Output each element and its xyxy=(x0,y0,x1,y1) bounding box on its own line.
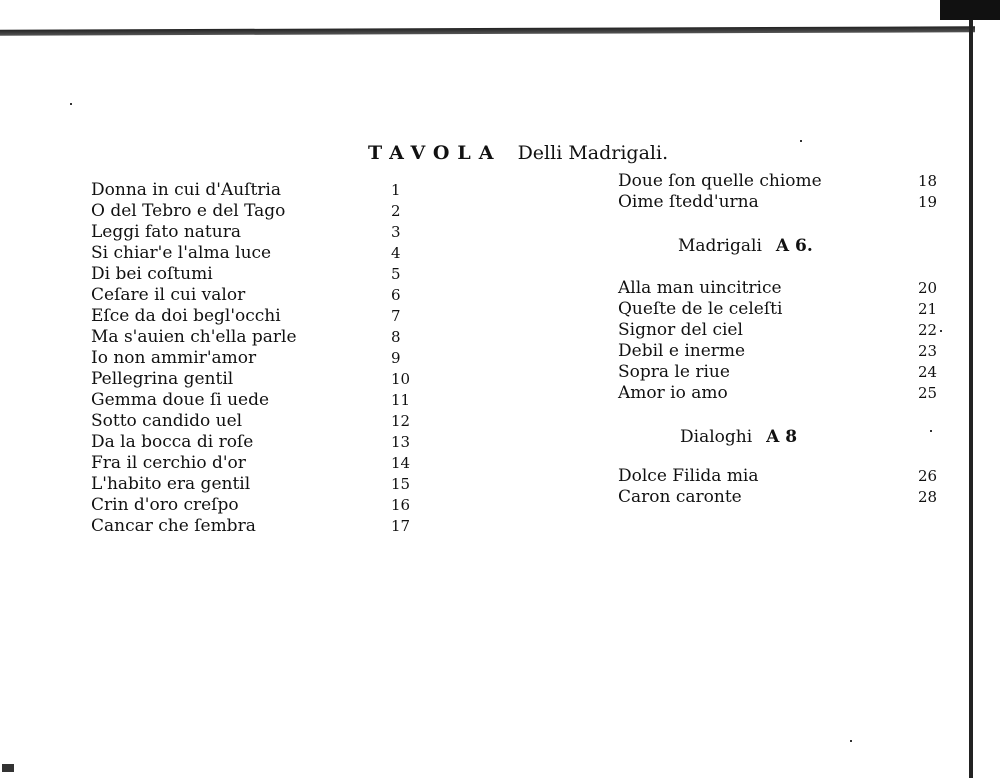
index-entry xyxy=(91,516,421,537)
entry-name: Sopra le riue xyxy=(618,362,730,382)
scan-top-edge xyxy=(0,26,975,35)
index-entry xyxy=(618,466,958,487)
index-entry xyxy=(91,474,421,495)
right-index-a6 xyxy=(618,278,958,404)
entry-name: Signor del ciel xyxy=(618,320,743,340)
index-entry xyxy=(91,285,421,306)
index-entry xyxy=(91,264,421,285)
entry-page-number: 12 xyxy=(391,412,411,430)
scan-right-edge xyxy=(969,20,973,778)
entry-name: L'habito era gentil xyxy=(91,474,251,494)
entry-page-number: 18 xyxy=(918,172,938,190)
entry-page-number: 23 xyxy=(918,342,938,360)
entry-name: Amor io amo xyxy=(618,383,728,403)
entry-page-number: 4 xyxy=(391,244,401,262)
scan-speck xyxy=(2,764,14,772)
entry-name: Io non ammir'amor xyxy=(91,348,257,368)
entry-page-number: 1 xyxy=(391,181,401,199)
scan-speck xyxy=(800,140,802,142)
index-entry xyxy=(618,192,958,213)
entry-page-number: 21 xyxy=(918,300,938,318)
entry-name: Crin d'oro creſpo xyxy=(91,495,239,515)
entry-name: Alla man uincitrice xyxy=(618,278,782,298)
index-entry xyxy=(618,320,958,341)
index-entry xyxy=(91,453,421,474)
section-heading-madrigali-a6 xyxy=(678,236,813,256)
entry-name: Si chiar'e l'alma luce xyxy=(91,243,272,263)
scan-corner-shadow xyxy=(940,0,1000,20)
entry-name: Debil e inerme xyxy=(618,341,746,361)
entry-page-number: 20 xyxy=(918,279,938,297)
entry-page-number: 28 xyxy=(918,488,938,506)
entry-page-number: 22 xyxy=(918,321,938,339)
entry-name: Caron caronte xyxy=(618,487,742,507)
index-entry xyxy=(618,383,958,404)
entry-name: Eſce da doi begl'occhi xyxy=(91,306,281,326)
scan-speck xyxy=(930,430,932,432)
index-entry xyxy=(91,243,421,264)
entry-page-number: 8 xyxy=(391,328,401,346)
entry-page-number: 11 xyxy=(391,391,411,409)
page-title xyxy=(368,142,668,164)
entry-page-number: 10 xyxy=(391,370,411,388)
scan-speck xyxy=(940,330,942,332)
title-main: TAVOLA xyxy=(368,142,502,164)
index-entry xyxy=(91,369,421,390)
title-subtitle: Delli Madrigali. xyxy=(517,142,669,164)
right-index-top xyxy=(618,171,958,213)
entry-page-number: 2 xyxy=(391,202,401,220)
section-label: Dialoghi xyxy=(680,427,753,447)
index-entry xyxy=(91,306,421,327)
entry-page-number: 7 xyxy=(391,307,401,325)
entry-name: Oime ſtedd'urna xyxy=(618,192,759,212)
scan-speck xyxy=(850,740,852,742)
entry-name: Da la bocca di roſe xyxy=(91,432,254,452)
entry-name: Ceſare il cui valor xyxy=(91,285,246,305)
entry-name: O del Tebro e del Tago xyxy=(91,201,286,221)
index-entry xyxy=(91,495,421,516)
entry-name: Fra il cerchio d'or xyxy=(91,453,246,473)
entry-page-number: 14 xyxy=(391,454,411,472)
index-entry xyxy=(91,432,421,453)
entry-page-number: 3 xyxy=(391,223,401,241)
scan-speck xyxy=(70,103,72,105)
index-entry xyxy=(91,201,421,222)
entry-name: Ma s'auien ch'ella parle xyxy=(91,327,297,347)
entry-page-number: 5 xyxy=(391,265,401,283)
entry-page-number: 19 xyxy=(918,193,938,211)
entry-page-number: 15 xyxy=(391,475,411,493)
index-entry xyxy=(618,487,958,508)
index-entry xyxy=(91,327,421,348)
entry-page-number: 25 xyxy=(918,384,938,402)
entry-name: Dolce Filida mia xyxy=(618,466,759,486)
entry-name: Queſte de le celeſti xyxy=(618,299,783,319)
entry-name: Gemma doue ſi uede xyxy=(91,390,270,410)
entry-name: Leggi fato natura xyxy=(91,222,241,242)
section-voice-parts: A 8 xyxy=(766,427,798,447)
entry-name: Cancar che ſembra xyxy=(91,516,256,536)
entry-page-number: 13 xyxy=(391,433,411,451)
index-entry xyxy=(618,171,958,192)
index-entry xyxy=(91,411,421,432)
entry-page-number: 24 xyxy=(918,363,938,381)
entry-name: Donna in cui d'Auſtria xyxy=(91,180,282,200)
entry-name: Sotto candido uel xyxy=(91,411,243,431)
index-entry xyxy=(618,341,958,362)
entry-page-number: 9 xyxy=(391,349,401,367)
index-entry xyxy=(91,348,421,369)
index-entry xyxy=(618,278,958,299)
entry-name: Pellegrina gentil xyxy=(91,369,234,389)
index-entry xyxy=(91,222,421,243)
right-index-a8 xyxy=(618,466,958,508)
section-voice-parts: A 6. xyxy=(775,236,813,256)
index-entry xyxy=(91,390,421,411)
section-heading-dialoghi-a8 xyxy=(680,427,797,447)
entry-name: Di bei coſtumi xyxy=(91,264,213,284)
index-entry xyxy=(618,299,958,320)
section-label: Madrigali xyxy=(678,236,762,256)
index-entry xyxy=(91,180,421,201)
entry-page-number: 17 xyxy=(391,517,411,535)
entry-name: Doue ſon quelle chiome xyxy=(618,171,822,191)
entry-page-number: 26 xyxy=(918,467,938,485)
entry-page-number: 16 xyxy=(391,496,411,514)
entry-page-number: 6 xyxy=(391,286,401,304)
left-index-column xyxy=(91,180,421,537)
index-entry xyxy=(618,362,958,383)
